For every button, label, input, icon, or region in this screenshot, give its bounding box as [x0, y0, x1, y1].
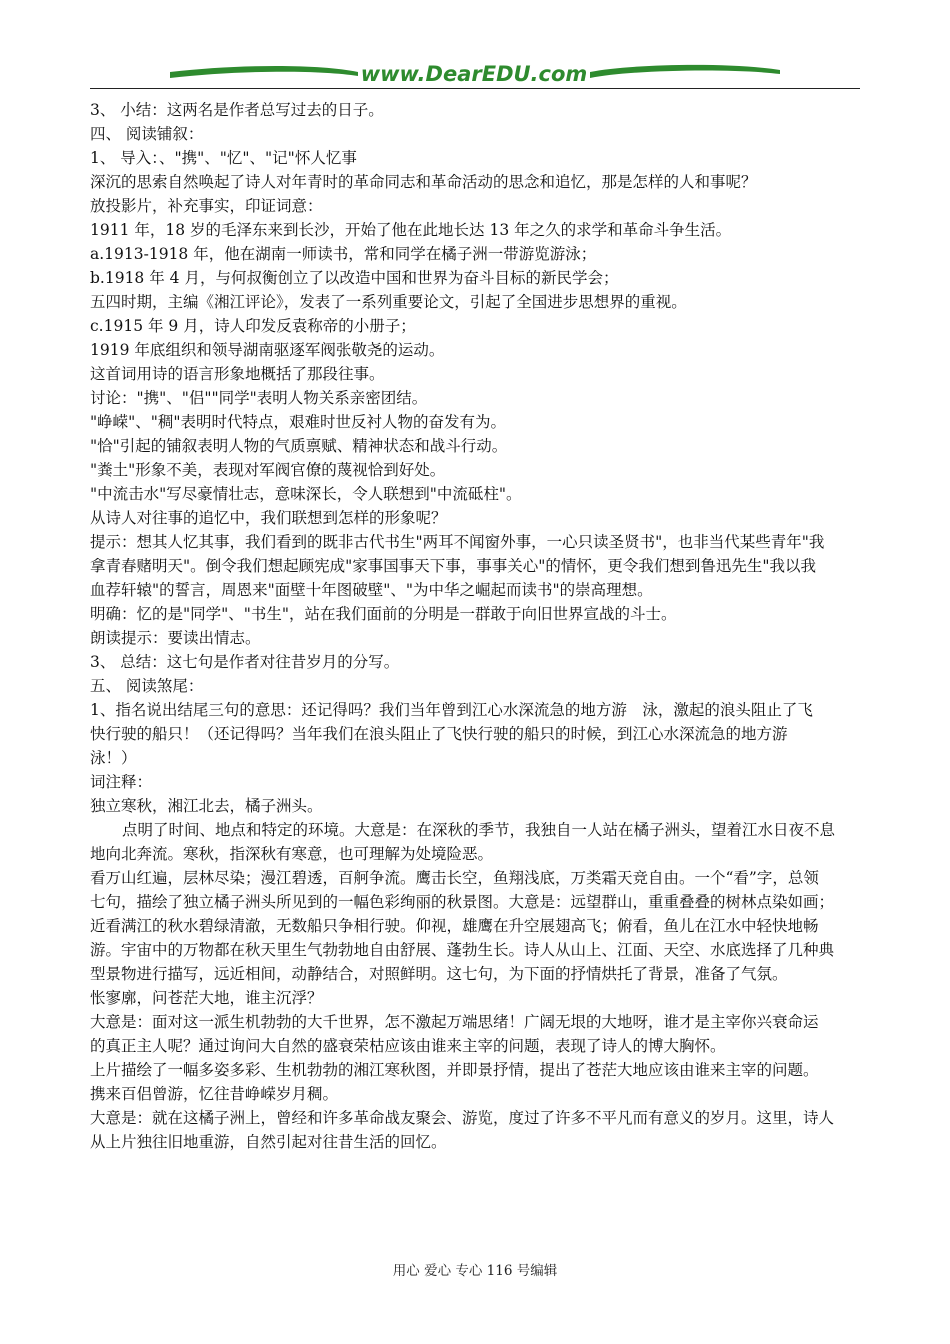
paragraph-line: 的真正主人呢？通过询问大自然的盛衰荣枯应该由谁来主宰的问题，表现了诗人的博大胸怀。 — [90, 1037, 726, 1055]
paragraph-line: 大意是：就在这橘子洲上，曾经和许多革命战友聚会、游览，度过了许多不平凡而有意义的岁月。这里，诗人 — [90, 1109, 835, 1127]
text-line: 3、 小结：这两名是作者总写过去的日子。 — [90, 101, 384, 119]
hint-line: 提示：想其人忆其事，我们看到的既非古代书生"两耳不闻窗外事，一心只读圣贤书"，也非当代某些青年"我 — [90, 533, 825, 551]
question-line: 1、指名说出结尾三句的意思：还记得吗？我们当年曾到江心水深流急的地方游 泳，激起的浪头阻止了飞 — [90, 701, 813, 719]
paragraph-line: 从上片独往旧地重游，自然引起对往昔生活的回忆。 — [90, 1133, 447, 1151]
paragraph-line: 近看满江的秋水碧绿清澈，无数船只争相行驶。仰视，雄鹰在升空展翅高飞；俯看，鱼儿在江水中轻快地畅 — [90, 917, 819, 935]
document-body — [90, 98, 862, 1154]
logo-text: www.DearEDU.com — [360, 62, 588, 86]
section-heading: 四、 阅读铺叙： — [90, 125, 204, 143]
text-line: a.1913-1918 年，他在湖南一师读书，常和同学在橘子洲一带游览游泳； — [90, 245, 597, 263]
site-header-logo — [90, 58, 860, 92]
section-heading: 五、 阅读煞尾： — [90, 677, 204, 695]
text-line: 词注释： — [90, 773, 153, 791]
paragraph-line: 游。宇宙中的万物都在秋天里生气勃勃地自由舒展、蓬勃生长。诗人从山上、江面、天空、水底选择了几种典 — [90, 941, 835, 959]
logo-banner — [90, 58, 860, 92]
hint-line: 拿青春赌明天"。倒令我们想起顾宪成"家事国事天下事，事事关心"的情怀，更令我们想到鲁迅先生"我以我 — [90, 557, 817, 575]
paragraph-line: 七句，描绘了独立橘子洲头所见到的一幅色彩绚丽的秋景图。大意是：远望群山，重重叠叠的树林点染如画； — [90, 893, 835, 911]
paragraph-line: 看万山红遍，层林尽染；漫江碧透，百舸争流。鹰击长空，鱼翔浅底，万类霜天竞自由。一个“看”字，总领 — [90, 869, 819, 887]
text-line: 深沉的思索自然唤起了诗人对年青时的革命同志和革命活动的思念和追忆，那是怎样的人和事呢？ — [90, 173, 757, 191]
header-rule — [90, 88, 860, 89]
text-line: 3、 总结：这七句是作者对往昔岁月的分写。 — [90, 653, 400, 671]
text-line: c.1915 年 9 月，诗人印发反袁称帝的小册子； — [90, 317, 416, 335]
question-line: 泳！） — [90, 749, 137, 767]
left-swoosh-icon — [170, 66, 358, 78]
text-line: 独立寒秋，湘江北去，橘子洲头。 — [90, 797, 323, 815]
paragraph-line: 大意是：面对这一派生机勃勃的大千世界，怎不激起万端思绪！广阔无垠的大地呀，谁才是主宰你兴衰命运 — [90, 1013, 819, 1031]
text-line: "峥嵘"、"稠"表明时代特点，艰难时世反衬人物的奋发有为。 — [90, 413, 507, 431]
page-footer: 用心 爱心 专心 116 号编辑 — [392, 1263, 558, 1279]
text-line: 这首词用诗的语言形象地概括了那段往事。 — [90, 365, 385, 383]
text-line: 怅寥廓，问苍茫大地，谁主沉浮？ — [90, 989, 323, 1007]
text-line: 1919 年底组织和领导湖南驱逐军阀张敬尧的运动。 — [90, 341, 445, 359]
text-line: 从诗人对往事的追忆中，我们联想到怎样的形象呢？ — [90, 509, 447, 527]
paragraph-line: 地向北奔流。寒秋，指深秋有寒意，也可理解为处境险恶。 — [90, 845, 494, 863]
text-line: b.1918 年 4 月，与何叔衡创立了以改造中国和世界为奋斗目标的新民学会； — [90, 269, 619, 287]
right-swoosh-icon — [590, 65, 780, 78]
paragraph-line: 点明了时间、地点和特定的环境。大意是：在深秋的季节，我独自一人站在橘子洲头，望着江水日夜不息 — [122, 821, 836, 839]
text-line: 讨论："携"、"侣""同学"表明人物关系亲密团结。 — [90, 389, 428, 407]
text-line: 携来百侣曾游，忆往昔峥嵘岁月稠。 — [90, 1085, 339, 1103]
question-line: 快行驶的船只！（还记得吗？当年我们在浪头阻止了飞快行驶的船只的时候，到江心水深流急的地方游 — [90, 725, 788, 743]
text-line: 上片描绘了一幅多姿多彩、生机勃勃的湘江寒秋图，并即景抒情，提出了苍茫大地应该由谁来主宰的问题。 — [90, 1061, 819, 1079]
paragraph-line: 型景物进行描写，远近相间，动静结合，对照鲜明。这七句，为下面的抒情烘托了背景，准备了气氛。 — [90, 965, 788, 983]
text-line: 1911 年，18 岁的毛泽东来到长沙，开始了他在此地长达 13 年之久的求学和革命斗争生活。 — [90, 221, 732, 239]
text-line: "粪土"形象不美，表现对军阀官僚的蔑视恰到好处。 — [90, 461, 446, 479]
text-line: 明确：忆的是"同学"、"书生"，站在我们面前的分明是一群敢于向旧世界宣战的斗士。 — [90, 605, 677, 623]
text-line: 放投影片，补充事实，印证词意： — [90, 197, 323, 215]
text-line: "恰"引起的铺叙表明人物的气质禀赋、精神状态和战斗行动。 — [90, 437, 508, 455]
text-line: "中流击水"写尽豪情壮志，意味深长，令人联想到"中流砥柱"。 — [90, 485, 522, 503]
text-line: 朗读提示：要读出情志。 — [90, 629, 261, 647]
hint-line: 血荐轩辕"的誓言，周恩来"面壁十年图破壁"、"为中华之崛起而读书"的崇高理想。 — [90, 581, 653, 599]
text-line: 五四时期，主编《湘江评论》，发表了一系列重要论文，引起了全国进步思想界的重视。 — [90, 293, 687, 311]
text-line: 1、 导入：、"携"、"忆"、"记"怀人忆事 — [90, 149, 357, 167]
